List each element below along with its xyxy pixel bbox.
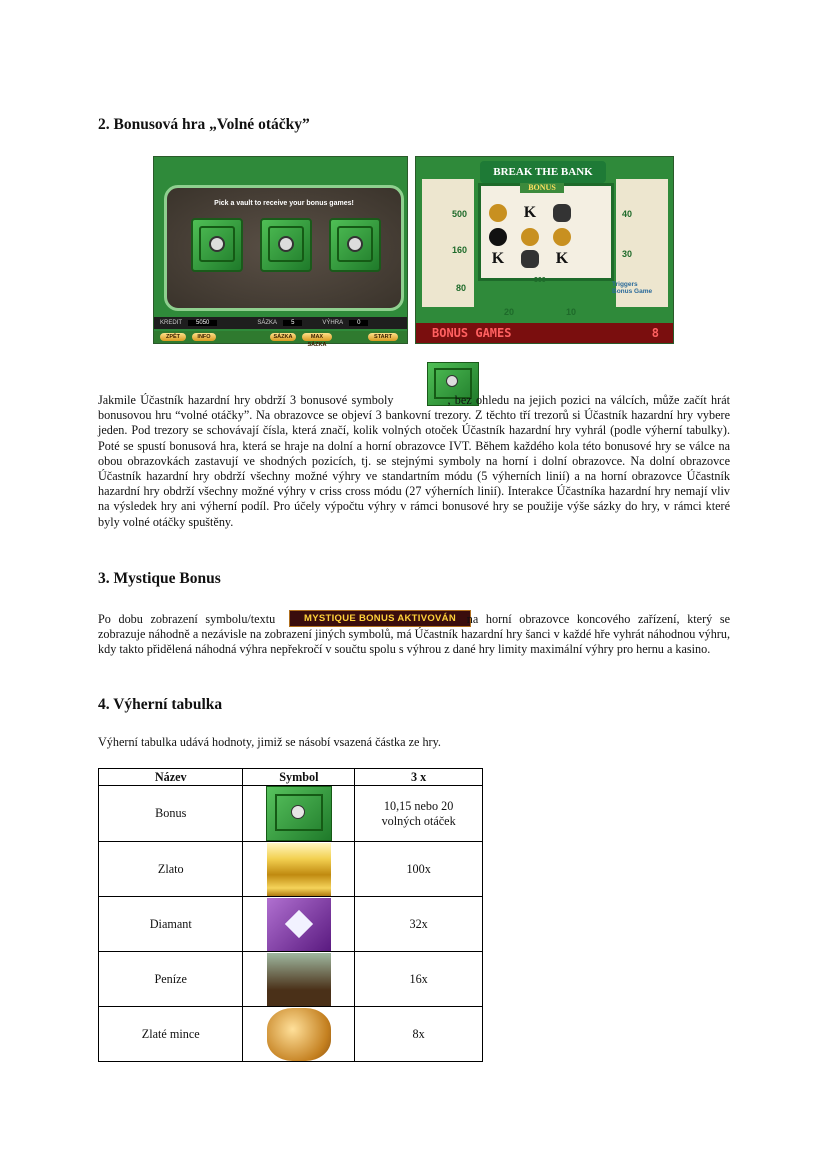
table-header-row	[99, 769, 483, 786]
column-header: 3 x	[355, 769, 483, 786]
banner-text: BONUS GAMES	[432, 326, 512, 340]
vault-caption: Pick a vault to receive your bonus games!	[214, 200, 354, 207]
symbol-name: Zlaté mince	[99, 1007, 243, 1062]
reel-letter: K	[491, 250, 505, 267]
pay-value: 300	[534, 277, 546, 284]
payout-value: 16x	[355, 952, 483, 1007]
credit-label: KREDIT	[160, 320, 183, 326]
paragraph-text: na horní obrazovce koncového zařízení, který se zobrazuje náhodně a nezávisle na zobrazení jiných symbolů, má Účastník hazardní hry šanci v každé hře vyhrát náhodnou výhru, kdy takto přidělená náhodná výhra nepřekročí v součtu spolu s výhrou z dané hry limity maximální výhry pro hernu a kasino.	[98, 612, 730, 657]
pay-value: 30	[622, 249, 633, 259]
symbol-name: Peníze	[99, 952, 243, 1007]
table-row	[99, 897, 483, 952]
win-value: 0	[349, 320, 368, 326]
pay-value: 20	[504, 307, 515, 317]
gold-coins-icon	[267, 1008, 331, 1061]
paytable	[98, 768, 483, 1062]
reel-window	[478, 183, 614, 281]
pay-value: 80	[456, 283, 467, 293]
win-label: VÝHRA	[322, 320, 344, 326]
coin-icon	[553, 228, 571, 246]
section-heading-mystique: 3. Mystique Bonus	[98, 570, 221, 587]
paytable-intro: Výherní tabulka udává hodnoty, jimiž se násobí vsazená částka ze hry.	[98, 735, 441, 749]
banner-count: 8	[651, 326, 659, 340]
table-row	[99, 786, 483, 842]
pay-value: 500	[452, 209, 468, 219]
reel-letter: K	[523, 204, 537, 221]
status-bar	[154, 317, 407, 329]
money-wallet-icon	[267, 953, 331, 1006]
triggers-text: Triggers Bonus Game	[612, 281, 653, 295]
table-row	[99, 952, 483, 1007]
bet-value: 5	[283, 320, 302, 326]
game-button-row	[154, 331, 407, 348]
symbol-name: Bonus	[99, 786, 243, 842]
section-heading-bonus-game: 2. Bonusová hra „Volné otáčky”	[98, 116, 310, 133]
game-title: BREAK THE BANK	[480, 161, 606, 183]
payout-value: 100x	[355, 842, 483, 897]
coin-icon	[521, 228, 539, 246]
paragraph-text: Jakmile Účastník hazardní hry obdrží 3 bonusové symboly	[98, 393, 394, 407]
symbol-name: Diamant	[99, 897, 243, 952]
pay-value: 160	[452, 245, 468, 255]
vault-icon	[191, 218, 243, 272]
paytable-left-panel	[422, 179, 474, 307]
vault-icon	[266, 786, 332, 841]
back-button: ZPĚT	[160, 333, 186, 341]
bomb-icon	[489, 228, 507, 246]
section-heading-paytable: 4. Výherní tabulka	[98, 696, 223, 713]
hat-icon	[521, 250, 539, 268]
paragraph-text: Po dobu zobrazení symbolu/textu	[98, 612, 276, 626]
reel-letter: K	[555, 250, 569, 267]
max-bet-button: MAX SÁZKA	[302, 333, 332, 341]
vault-icon	[329, 218, 381, 272]
table-row	[99, 1007, 483, 1062]
bonus-tag: BONUS	[520, 183, 564, 193]
start-button: START	[368, 333, 398, 341]
gold-bars-icon	[267, 843, 331, 896]
column-header: Název	[99, 769, 243, 786]
paragraph-text: , bez ohledu na jejich pozici na válcích, může začít hrát bonusovou hru “volné otáčky”. Na obrazovce se objeví 3 bankovní trezory. Z těchto tří trezorů si Účastník hazardní hry vybere jeden. Pod trezory se schovávají čísla, která značí, kolik volných otoček Účastník hazardní hry vyhrál (podle výherní tabulky). Poté se spustí bonusová hra, která se hraje na dolní a horní obrazovce IVT. Během každého kola této bonusové hry se válce na obou obrazovkách zastavují ve shodných pozicích, tj. se stejnými symboly na horní i dolní obrazovce. Na dolní obrazovce Účastník hazardní hry obdrží všechny možné výhry ve standartním módu (5 výherních linií) a na horní obrazovce Účastník hazardní hry obdrží všechny možné výhry v criss cross módu (27 výherních linií). Interakce Účastníka hazardní hry nemají vliv na výsledek hry ani výherní podíl. Pro účely výpočtu výhry v rámci bonusové hry se použije výše sázky do hry, v rámci které byly volné otáčky spuštěny.	[98, 393, 731, 529]
vault-icon	[260, 218, 312, 272]
coin-icon	[489, 204, 507, 222]
vault-selection-panel	[164, 185, 404, 311]
hat-icon	[553, 204, 571, 222]
pay-value: 10	[566, 307, 577, 317]
info-button: INFO	[192, 333, 216, 341]
table-row	[99, 842, 483, 897]
mystique-paragraph	[98, 612, 730, 658]
bonus-games-banner	[416, 323, 673, 343]
payout-value: 32x	[355, 897, 483, 952]
pay-value: 40	[622, 209, 633, 219]
credit-value: 5050	[188, 320, 217, 326]
screenshot-break-the-bank	[415, 156, 674, 344]
screenshot-vault-pick	[153, 156, 408, 348]
bet-button: SÁZKA	[270, 333, 296, 341]
mystique-bonus-badge: MYSTIQUE BONUS AKTIVOVÁN	[289, 610, 471, 627]
diamond-icon	[267, 898, 331, 951]
bonus-game-paragraph	[98, 393, 730, 530]
column-header: Symbol	[243, 769, 355, 786]
payout-value: 8x	[355, 1007, 483, 1062]
bet-label: SÁZKA	[257, 320, 278, 326]
symbol-name: Zlato	[99, 842, 243, 897]
payout-value: 10,15 nebo 20 volných otáček	[355, 786, 483, 842]
